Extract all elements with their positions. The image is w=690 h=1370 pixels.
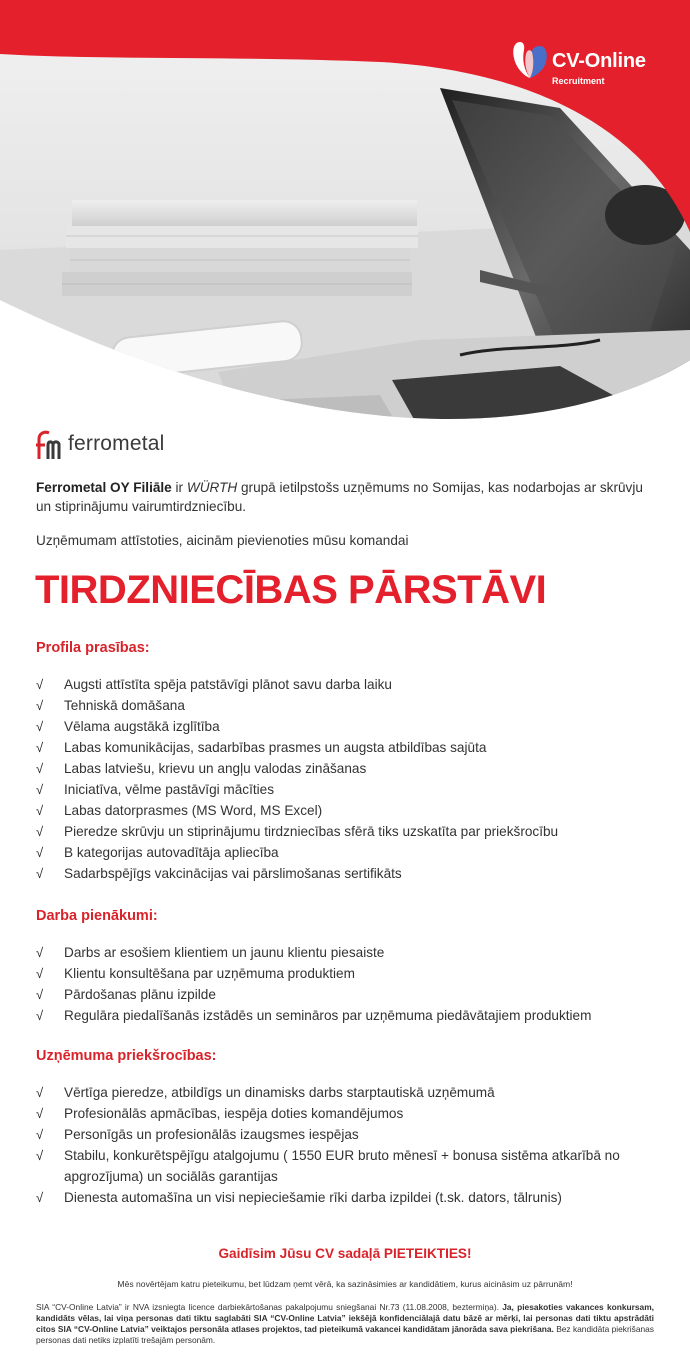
- check-icon: √: [36, 866, 44, 881]
- section-benefits: [36, 1048, 666, 1208]
- list-item: √ Labas komunikācijas, sadarbības prasmes un augsta atbildības sajūta: [36, 737, 666, 758]
- cv-online-heart-icon: [512, 40, 548, 80]
- check-icon: √: [36, 803, 44, 818]
- ferrometal-logo-text: ferrometal: [68, 432, 165, 455]
- check-icon: √: [36, 824, 44, 839]
- company-name: Ferrometal OY Filiāle: [36, 480, 172, 495]
- benefits-list: [36, 1082, 666, 1208]
- section-duties: [36, 908, 666, 1026]
- intro-connector: ir: [171, 480, 187, 495]
- cv-online-logo: [512, 40, 672, 90]
- list-item: √ Darbs ar esošiem klientiem un jaunu klientu piesaiste: [36, 942, 666, 963]
- list-item: √ Labas datorprasmes (MS Word, MS Excel): [36, 800, 666, 821]
- check-icon: √: [36, 987, 44, 1002]
- intro-rest: grupā ietilpstošs uzņēmums no Somijas, kas nodarbojas ar skrūvju un stiprinājumu vairumtirdzniecību.: [36, 480, 643, 514]
- check-icon: √: [36, 698, 44, 713]
- legal-bold: Ja, piesakoties vakances konkursam, kandidāts vēlas, lai viņa personas dati tiktu saglabāti SIA “CV-Online Latvia” iekšējā konfidenciālajā datu bāzē ar mērķi, lai personas dati tiktu apstrādāti citos SIA “CV-Online Latvia” veiktajos personāla atlases projektos, tad pieteikumā vakancei kandidātam jānorāda sava piekrišana.: [36, 1302, 654, 1334]
- list-item: √ Vērtīga pieredze, atbildīgs un dinamisks darbs starptautiskā uzņēmumā: [36, 1082, 666, 1103]
- section-requirements: [36, 640, 666, 884]
- check-icon: √: [36, 1190, 44, 1205]
- ferrometal-logo: [35, 429, 235, 463]
- check-icon: √: [36, 845, 44, 860]
- list-item: √ Vēlama augstākā izglītība: [36, 716, 666, 737]
- list-item: √ Pārdošanas plānu izpilde: [36, 984, 666, 1005]
- check-icon: √: [36, 945, 44, 960]
- company-intro: [36, 478, 656, 516]
- brand-subtitle: Recruitment: [552, 76, 605, 86]
- apply-cta: Gaidīsim Jūsu CV sadaļā PIETEIKTIES!: [218, 1246, 472, 1261]
- legal-disclaimer: [36, 1302, 654, 1346]
- legal-tail: Bez kandidāta piekrišanas personas dati netiks izplatīti trešajām personām.: [36, 1324, 654, 1345]
- check-icon: √: [36, 1008, 44, 1023]
- list-item: √ Dienesta automašīna un visi nepieciešamie rīki darba izpildei (t.sk. dators, tālrunis): [36, 1187, 666, 1208]
- check-icon: √: [36, 1148, 44, 1163]
- job-title: TIRDZNIECĪBAS PĀRSTĀVI: [35, 568, 547, 612]
- list-item: √ Pieredze skrūvju un stiprinājumu tirdzniecības sfērā tiks uzskatīta par priekšrocību: [36, 821, 666, 842]
- list-item: √ B kategorijas autovadītāja apliecība: [36, 842, 666, 863]
- legal-normal: SIA “CV-Online Latvia” ir NVA izsniegta licence darbiekārtošanas pakalpojumu sniegšanai Nr.73 (11.08.2008, beztermiņa).: [36, 1302, 503, 1312]
- list-item: √ Stabilu, konkurētspējīgu atalgojumu ( 1550 EUR bruto mēnesī + bonusa sistēma atkarībā no apgrozījuma) un sociālās garantijas: [36, 1145, 666, 1187]
- group-name: WÜRTH: [186, 480, 238, 495]
- check-icon: √: [36, 1127, 44, 1142]
- section-title: Profila prasības:: [36, 640, 150, 656]
- contact-note: Mēs novērtējam katru pieteikumu, bet lūdzam ņemt vērā, ka sazināsimies ar kandidātiem, kurus aicināsim uz pārrunām!: [117, 1279, 573, 1289]
- ferrometal-mark-icon: [35, 429, 65, 463]
- section-title: Darba pienākumi:: [36, 908, 158, 924]
- check-icon: √: [36, 740, 44, 755]
- check-icon: √: [36, 677, 44, 692]
- list-item: √ Sadarbspējīgs vakcinācijas vai pārslimošanas sertifikāts: [36, 863, 666, 884]
- list-item: √ Personīgās un profesionālās izaugsmes iespējas: [36, 1124, 666, 1145]
- check-icon: √: [36, 719, 44, 734]
- check-icon: √: [36, 1085, 44, 1100]
- list-item: √ Labas latviešu, krievu un angļu valodas zināšanas: [36, 758, 666, 779]
- check-icon: √: [36, 966, 44, 981]
- duties-list: [36, 942, 666, 1026]
- list-item: √ Regulāra piedalīšanās izstādēs un semināros par uzņēmuma piedāvātajiem produktiem: [36, 1005, 666, 1026]
- brand-name: CV-Online: [552, 50, 646, 72]
- check-icon: √: [36, 761, 44, 776]
- list-item: √ Tehniskā domāšana: [36, 695, 666, 716]
- list-item: √ Augsti attīstīta spēja patstāvīgi plānot savu darba laiku: [36, 674, 666, 695]
- section-title: Uzņēmuma priekšrocības:: [36, 1048, 217, 1064]
- invitation-text: Uzņēmumam attīstoties, aicinām pievienoties mūsu komandai: [36, 533, 409, 548]
- check-icon: √: [36, 1106, 44, 1121]
- list-item: √ Iniciatīva, vēlme pastāvīgi mācīties: [36, 779, 666, 800]
- list-item: √ Profesionālās apmācības, iespēja doties komandējumos: [36, 1103, 666, 1124]
- requirements-list: [36, 674, 666, 884]
- check-icon: √: [36, 782, 44, 797]
- list-item: √ Klientu konsultēšana par uzņēmuma produktiem: [36, 963, 666, 984]
